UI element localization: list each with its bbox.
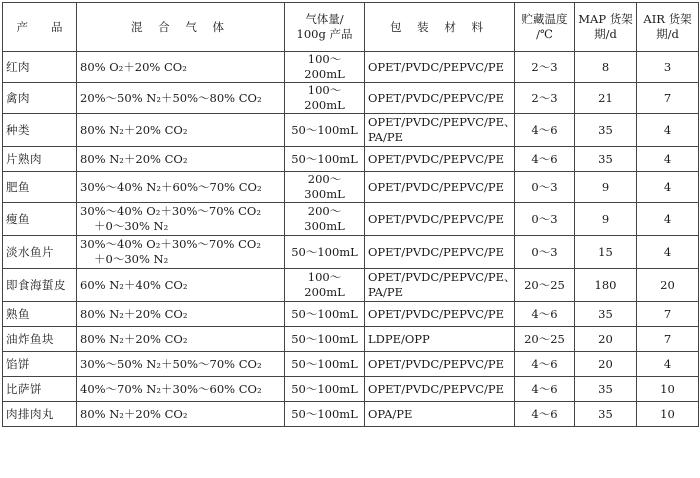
cell-product: 红肉 <box>3 52 77 83</box>
cell-air: 7 <box>637 83 699 114</box>
cell-amount: 100～200mL <box>285 52 365 83</box>
cell-temp: 4～6 <box>515 352 575 377</box>
table-row <box>3 327 699 352</box>
cell-map: 15 <box>575 236 637 269</box>
cell-product: 肉排肉丸 <box>3 402 77 427</box>
cell-gas: 40%～70% N₂＋30%～60% CO₂ <box>77 377 285 402</box>
cell-packaging: OPET/PVDC/PEPVC/PE <box>365 302 515 327</box>
cell-amount: 50～100mL <box>285 352 365 377</box>
cell-temp: 0～3 <box>515 236 575 269</box>
header-map-line1: MAP 货架 <box>578 12 633 26</box>
header-amount <box>285 3 365 52</box>
cell-product: 淡水鱼片 <box>3 236 77 269</box>
cell-temp: 4～6 <box>515 302 575 327</box>
table-body <box>3 52 699 427</box>
cell-map: 20 <box>575 327 637 352</box>
cell-map: 180 <box>575 269 637 302</box>
cell-gas: 80% N₂＋20% CO₂ <box>77 402 285 427</box>
cell-temp: 0～3 <box>515 203 575 236</box>
cell-packaging-line2: PA/PE <box>368 130 403 144</box>
cell-map: 35 <box>575 377 637 402</box>
table-row <box>3 203 699 236</box>
cell-air: 7 <box>637 302 699 327</box>
cell-gas-line1: 30%～40% O₂＋30%～70% CO₂ <box>80 237 261 251</box>
cell-amount: 50～100mL <box>285 302 365 327</box>
cell-amount: 50～100mL <box>285 236 365 269</box>
cell-product: 馅饼 <box>3 352 77 377</box>
cell-temp: 4～6 <box>515 402 575 427</box>
cell-gas: 80% N₂＋20% CO₂ <box>77 302 285 327</box>
packaging-table <box>2 2 699 427</box>
header-temp <box>515 3 575 52</box>
cell-map: 35 <box>575 114 637 147</box>
cell-gas: 80% O₂＋20% CO₂ <box>77 52 285 83</box>
cell-gas-line1: 30%～40% O₂＋30%～70% CO₂ <box>80 204 261 218</box>
cell-map: 21 <box>575 83 637 114</box>
cell-air: 20 <box>637 269 699 302</box>
cell-air: 3 <box>637 52 699 83</box>
cell-gas: 30%～40% N₂＋60%～70% CO₂ <box>77 172 285 203</box>
cell-gas <box>77 236 285 269</box>
cell-product: 比萨饼 <box>3 377 77 402</box>
cell-product: 肥鱼 <box>3 172 77 203</box>
cell-map: 8 <box>575 52 637 83</box>
cell-temp: 4～6 <box>515 147 575 172</box>
cell-gas: 80% N₂＋20% CO₂ <box>77 327 285 352</box>
cell-temp: 20～25 <box>515 269 575 302</box>
cell-air: 4 <box>637 172 699 203</box>
header-amount-line1: 气体量/ <box>305 12 344 26</box>
cell-gas-line2: ＋0～30% N₂ <box>94 252 169 266</box>
header-amount-line2: 100g 产品 <box>296 27 353 41</box>
cell-packaging: LDPE/OPP <box>365 327 515 352</box>
cell-gas: 20%～50% N₂＋50%～80% CO₂ <box>77 83 285 114</box>
header-map-line2: 期/d <box>594 27 617 41</box>
table-row <box>3 172 699 203</box>
cell-product: 种类 <box>3 114 77 147</box>
cell-packaging: OPET/PVDC/PEPVC/PE <box>365 352 515 377</box>
table-row <box>3 352 699 377</box>
cell-packaging-line1: OPET/PVDC/PEPVC/PE、 <box>368 115 516 129</box>
header-row <box>3 3 699 52</box>
cell-amount: 50～100mL <box>285 327 365 352</box>
table-row <box>3 269 699 302</box>
cell-temp: 2～3 <box>515 52 575 83</box>
cell-temp: 4～6 <box>515 114 575 147</box>
header-gas: 混 合 气 体 <box>77 3 285 52</box>
table-row <box>3 52 699 83</box>
cell-product: 即食海蜇皮 <box>3 269 77 302</box>
cell-amount: 50～100mL <box>285 377 365 402</box>
cell-air: 4 <box>637 352 699 377</box>
cell-packaging: OPET/PVDC/PEPVC/PE <box>365 52 515 83</box>
header-air-line2: 期/d <box>656 27 679 41</box>
cell-packaging-line1: OPET/PVDC/PEPVC/PE、 <box>368 270 516 284</box>
cell-packaging <box>365 114 515 147</box>
cell-packaging: OPET/PVDC/PEPVC/PE <box>365 203 515 236</box>
cell-packaging: OPET/PVDC/PEPVC/PE <box>365 147 515 172</box>
cell-packaging: OPET/PVDC/PEPVC/PE <box>365 377 515 402</box>
cell-gas <box>77 203 285 236</box>
table-row <box>3 236 699 269</box>
cell-product: 油炸鱼块 <box>3 327 77 352</box>
cell-product: 禽肉 <box>3 83 77 114</box>
cell-air: 7 <box>637 327 699 352</box>
header-air <box>637 3 699 52</box>
header-air-line1: AIR 货架 <box>643 12 692 26</box>
header-map <box>575 3 637 52</box>
table-row <box>3 147 699 172</box>
cell-packaging: OPET/PVDC/PEPVC/PE <box>365 236 515 269</box>
cell-amount: 200～300mL <box>285 203 365 236</box>
cell-map: 20 <box>575 352 637 377</box>
table-row <box>3 377 699 402</box>
header-temp-line1: 贮藏温度 <box>521 12 568 26</box>
cell-gas: 80% N₂＋20% CO₂ <box>77 147 285 172</box>
cell-amount: 50～100mL <box>285 402 365 427</box>
cell-amount: 100～200mL <box>285 269 365 302</box>
cell-air: 4 <box>637 203 699 236</box>
cell-temp: 4～6 <box>515 377 575 402</box>
cell-packaging: OPA/PE <box>365 402 515 427</box>
table-row <box>3 302 699 327</box>
cell-packaging <box>365 269 515 302</box>
table-row <box>3 402 699 427</box>
cell-packaging-line2: PA/PE <box>368 285 403 299</box>
header-product: 产 品 <box>3 3 77 52</box>
cell-gas: 80% N₂＋20% CO₂ <box>77 114 285 147</box>
cell-gas: 30%～50% N₂＋50%～70% CO₂ <box>77 352 285 377</box>
cell-air: 10 <box>637 377 699 402</box>
cell-amount: 50～100mL <box>285 147 365 172</box>
cell-amount: 100～200mL <box>285 83 365 114</box>
cell-map: 9 <box>575 172 637 203</box>
cell-gas: 60% N₂＋40% CO₂ <box>77 269 285 302</box>
cell-map: 35 <box>575 302 637 327</box>
cell-map: 35 <box>575 147 637 172</box>
cell-product: 片熟肉 <box>3 147 77 172</box>
cell-temp: 0～3 <box>515 172 575 203</box>
cell-product: 瘦鱼 <box>3 203 77 236</box>
cell-product: 熟鱼 <box>3 302 77 327</box>
cell-air: 10 <box>637 402 699 427</box>
cell-map: 9 <box>575 203 637 236</box>
cell-amount: 50～100mL <box>285 114 365 147</box>
cell-map: 35 <box>575 402 637 427</box>
table-row <box>3 114 699 147</box>
cell-air: 4 <box>637 114 699 147</box>
cell-air: 4 <box>637 147 699 172</box>
cell-packaging: OPET/PVDC/PEPVC/PE <box>365 172 515 203</box>
cell-temp: 2～3 <box>515 83 575 114</box>
cell-packaging: OPET/PVDC/PEPVC/PE <box>365 83 515 114</box>
table-row <box>3 83 699 114</box>
header-packaging: 包 装 材 料 <box>365 3 515 52</box>
cell-gas-line2: ＋0～30% N₂ <box>94 219 169 233</box>
cell-temp: 20～25 <box>515 327 575 352</box>
cell-air: 4 <box>637 236 699 269</box>
header-temp-line2: /℃ <box>536 27 553 41</box>
cell-amount: 200～300mL <box>285 172 365 203</box>
